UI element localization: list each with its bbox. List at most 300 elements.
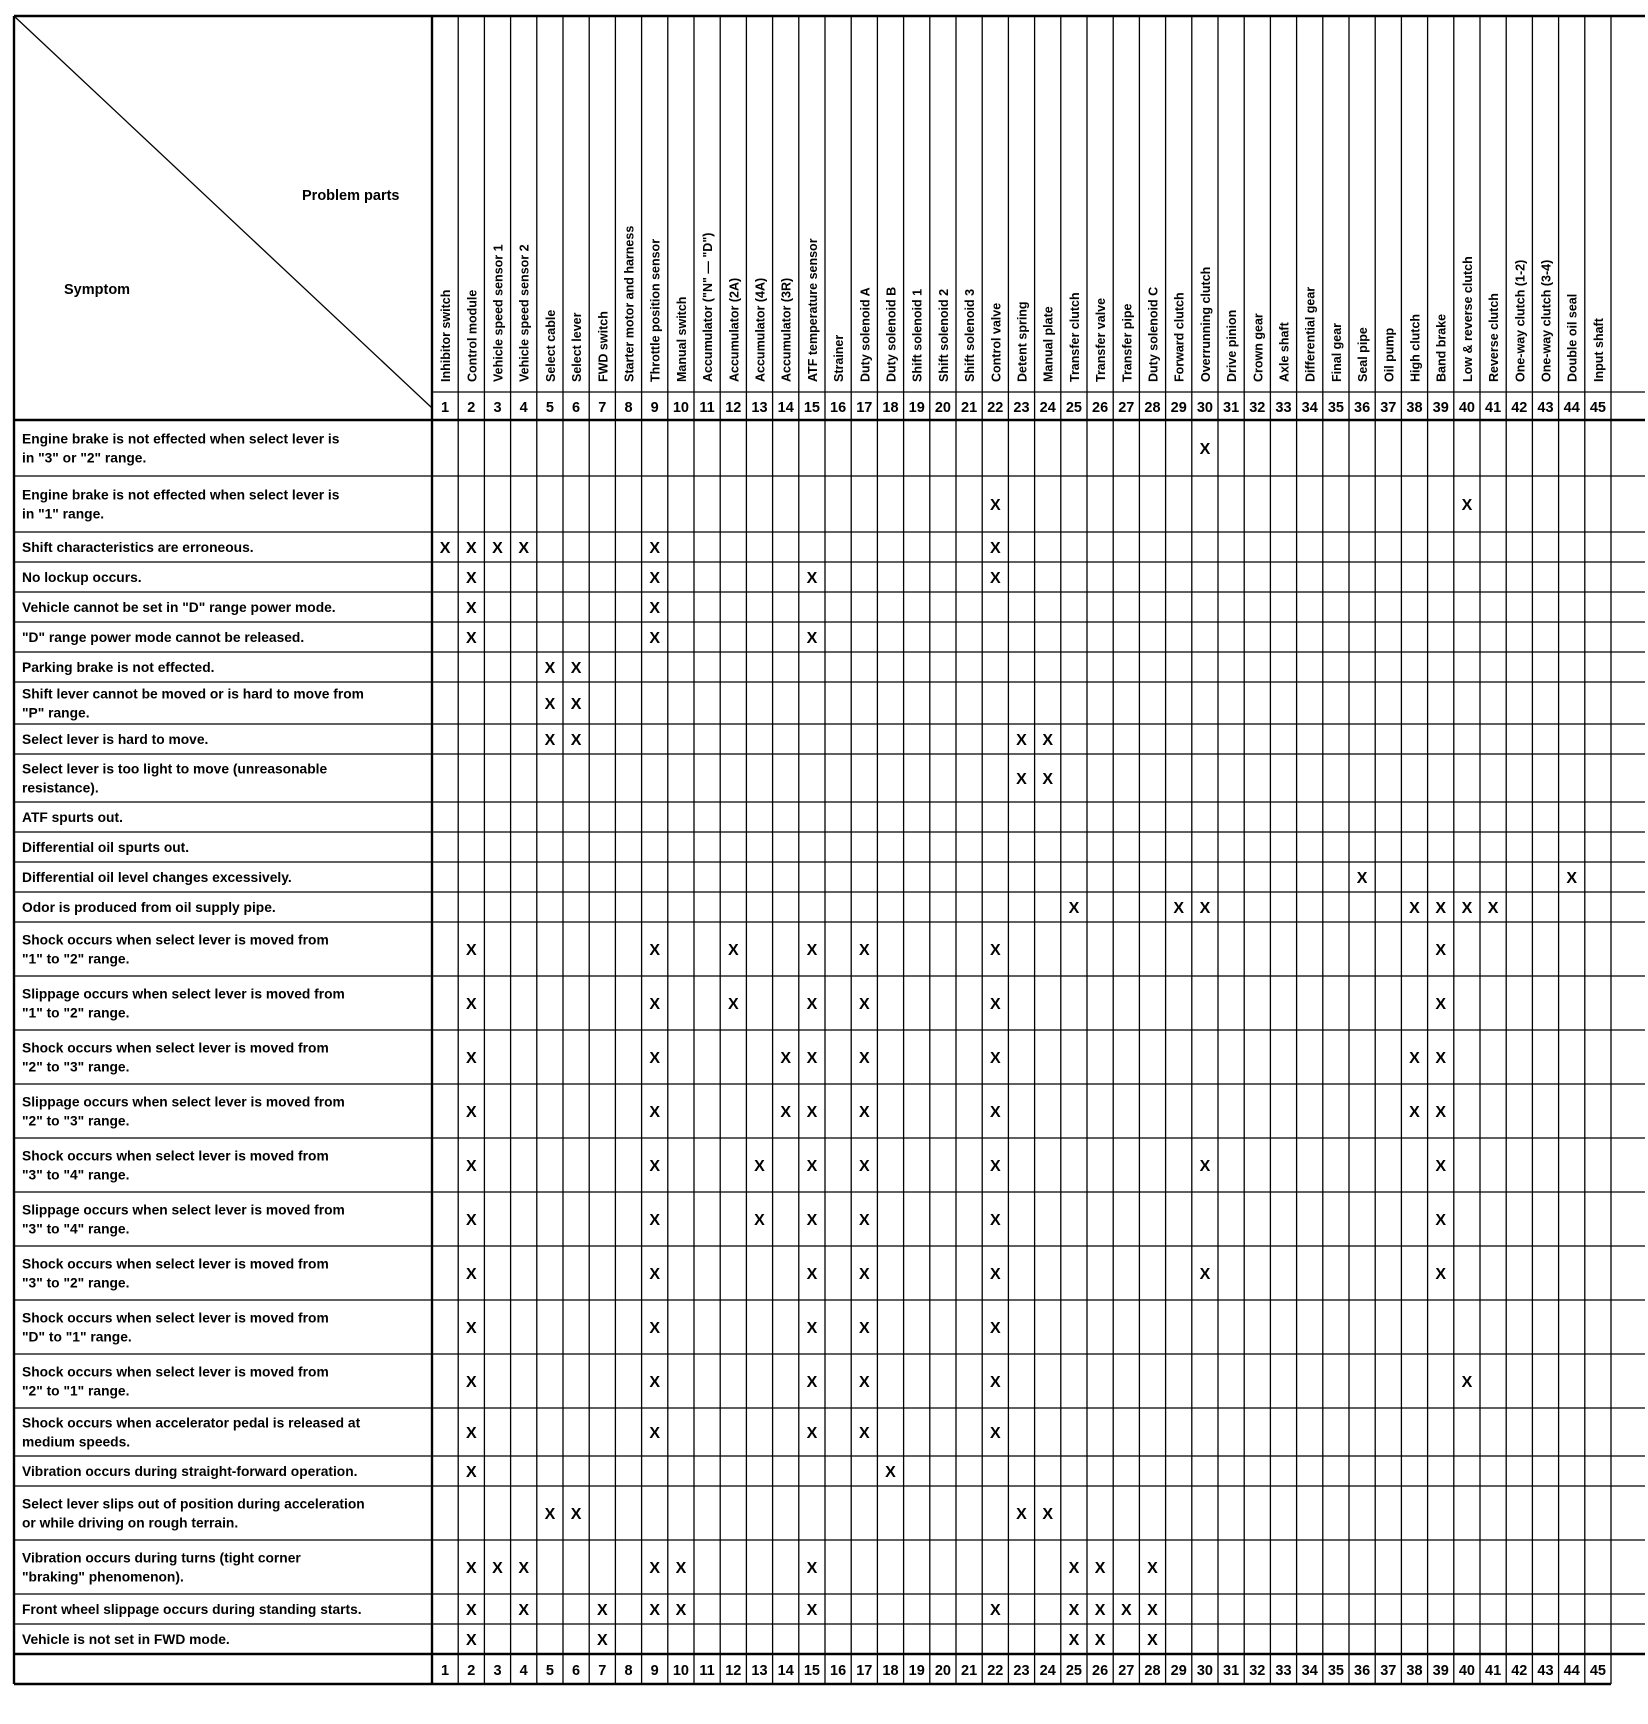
x-mark: X [858,1374,870,1391]
symptom-text: in "1" range. [22,506,105,522]
part-number: 39 [1432,1663,1449,1679]
part-number: 2 [467,400,476,416]
part-number: 11 [699,400,715,416]
x-mark: X [649,1425,661,1442]
part-number: 4 [519,1663,528,1679]
x-mark: X [1409,1104,1420,1121]
part-number: 29 [1170,1663,1187,1679]
x-mark: X [1435,1266,1447,1283]
x-mark: X [649,1374,661,1391]
part-label: Inhibitor switch [439,289,454,382]
symptom-text: Odor is produced from oil supply pipe. [22,900,276,915]
x-mark: X [1016,732,1027,749]
part-number: 30 [1196,1663,1213,1679]
part-label: ATF temperature sensor [805,238,820,382]
x-mark: X [1435,1104,1447,1121]
part-label: Manual switch [674,296,689,382]
part-number: 16 [830,400,847,416]
part-number: 21 [961,1663,978,1679]
part-number: 41 [1485,400,1502,416]
part-label: Accumulator ("N" — "D") [701,232,716,382]
x-mark: X [570,696,582,713]
x-mark: X [858,1212,870,1229]
part-number: 13 [751,1663,768,1679]
x-mark: X [596,1632,608,1649]
symptom-text: "2" to "3" range. [22,1059,130,1075]
x-mark: X [649,1050,661,1067]
part-label: High clutch [1408,313,1423,382]
symptom-text: Slippage occurs when select lever is moved from [22,1202,345,1218]
part-number: 13 [751,400,768,416]
symptom-text: ATF spurts out. [22,810,123,825]
x-mark: X [989,996,1001,1013]
part-number: 4 [519,400,528,416]
x-mark: X [465,1212,477,1229]
x-mark: X [1487,900,1499,917]
part-label: Shift solenoid 1 [910,288,925,382]
part-number: 16 [830,1663,847,1679]
part-label: Overrunning clutch [1198,266,1213,382]
x-mark: X [806,1374,818,1391]
x-mark: X [649,1212,661,1229]
symptom-column [22,432,365,1648]
part-number: 38 [1406,1663,1423,1679]
x-mark: X [727,996,739,1013]
part-number: 31 [1223,400,1240,416]
x-mark: X [465,1632,477,1649]
part-number: 32 [1249,1663,1266,1679]
part-label: Vehicle speed sensor 2 [517,244,532,382]
part-number: 18 [882,400,899,416]
symptom-text: Vibration occurs during turns (tight corner [22,1550,301,1566]
part-number: 43 [1537,400,1554,416]
part-label: Input shaft [1591,318,1606,382]
x-mark: X [649,1560,661,1577]
x-mark: X [465,630,477,647]
x-mark: X [806,1560,818,1577]
symptom-text: "D" range power mode cannot be released. [22,630,305,645]
x-mark: X [1016,771,1027,788]
part-number: 26 [1092,400,1109,416]
x-mark: X [989,1602,1001,1619]
x-mark: X [649,570,661,587]
symptom-text: No lockup occurs. [22,570,142,585]
part-number: 35 [1327,1663,1344,1679]
symptom-text: Vehicle cannot be set in "D" range power mode. [22,600,336,615]
x-mark: X [1147,1602,1158,1619]
part-number: 17 [856,400,873,416]
part-label: Differential gear [1303,286,1318,382]
x-mark: X [858,1266,870,1283]
part-number: 20 [934,1663,951,1679]
problem-parts-label: Problem parts [302,188,400,204]
x-mark: X [675,1560,687,1577]
part-number: 2 [467,1663,476,1679]
x-mark: X [780,1050,792,1067]
x-mark: X [544,696,556,713]
part-label: Oil pump [1382,327,1397,382]
part-label: Final gear [1329,322,1344,382]
part-number: 14 [777,1663,794,1679]
part-number: 12 [725,1663,742,1679]
x-mark: X [1199,1266,1211,1283]
x-mark: X [1068,1560,1080,1577]
x-mark: X [1147,1632,1158,1649]
x-mark: X [1435,942,1447,959]
part-label: Forward clutch [1172,292,1187,382]
part-label: Transfer pipe [1120,303,1135,382]
x-mark: X [858,1050,870,1067]
part-number: 7 [598,400,607,416]
symptom-text: "1" to "2" range. [22,1005,130,1021]
part-number: 28 [1144,1663,1161,1679]
part-label: Drive pinion [1225,309,1240,382]
x-mark: X [1068,1602,1080,1619]
part-number: 8 [624,1663,633,1679]
x-mark: X [806,1104,818,1121]
part-label: Crown gear [1251,313,1266,382]
symptom-text: Shift lever cannot be moved or is hard to move from [22,686,364,702]
part-label: One-way clutch (1-2) [1513,259,1528,382]
x-mark: X [806,1158,818,1175]
x-mark: X [989,1158,1001,1175]
part-number: 11 [699,1663,715,1679]
symptom-text: medium speeds. [22,1434,131,1450]
x-mark: X [465,996,477,1013]
part-number: 10 [672,400,689,416]
symptom-text: Differential oil level changes excessively. [22,870,292,885]
x-mark: X [649,600,661,617]
part-number: 6 [572,400,581,416]
part-number: 18 [882,1663,899,1679]
x-mark: X [649,942,661,959]
part-number: 27 [1118,1663,1135,1679]
x-mark: X [806,1602,818,1619]
part-labels [439,226,1606,382]
part-label: Throttle position sensor [648,238,663,382]
x-mark: X [1435,996,1447,1013]
symptom-text: "3" to "4" range. [22,1221,130,1237]
x-mark: X [465,600,477,617]
part-label: Transfer valve [1094,297,1109,382]
symptom-text: Shock occurs when select lever is moved from [22,1364,329,1380]
x-mark: X [1042,732,1054,749]
symptom-text: "braking" phenomenon). [22,1569,184,1585]
part-number: 42 [1511,1663,1528,1679]
part-label: One-way clutch (3-4) [1539,259,1554,382]
symptom-text: Parking brake is not effected. [22,660,215,675]
part-number: 24 [1039,400,1056,416]
x-mark: X [1094,1560,1106,1577]
part-number: 25 [1065,400,1082,416]
part-number: 37 [1380,1663,1397,1679]
x-mark: X [544,732,556,749]
x-mark: X [465,1602,477,1619]
symptom-text: Shock occurs when select lever is moved from [22,1256,329,1272]
symptom-text: Front wheel slippage occurs during standing starts. [22,1602,362,1617]
part-number: 7 [598,1663,607,1679]
part-number: 5 [545,1663,554,1679]
part-label: Duty solenoid B [884,286,899,382]
x-mark: X [649,540,661,557]
symptom-label: Symptom [64,282,131,298]
x-mark: X [989,540,1001,557]
x-mark: X [439,540,451,557]
x-mark: X [675,1602,687,1619]
x-mark: X [465,1158,477,1175]
symptom-text: Shock occurs when select lever is moved from [22,1040,329,1056]
x-mark: X [649,1104,661,1121]
part-label: Accumulator (2A) [727,277,742,382]
x-mark: X [570,1506,582,1523]
part-number: 10 [672,1663,689,1679]
x-mark: X [989,570,1001,587]
x-mark: X [465,1104,477,1121]
x-mark: X [465,942,477,959]
symptom-text: Select lever slips out of position during acceleration [22,1496,365,1512]
x-mark: X [989,1374,1001,1391]
table-grid [14,16,1645,1684]
x-mark: X [1409,1050,1420,1067]
part-number: 22 [987,1663,1004,1679]
x-mark: X [1461,900,1473,917]
part-number: 45 [1589,1663,1606,1679]
x-mark: X [989,1266,1001,1283]
x-mark: X [858,1425,870,1442]
part-number: 41 [1485,1663,1502,1679]
part-number: 34 [1301,1663,1318,1679]
part-number: 40 [1458,400,1475,416]
x-mark: X [649,1158,661,1175]
x-mark: X [989,1320,1001,1337]
symptom-text: "1" to "2" range. [22,951,130,967]
part-number: 38 [1406,400,1423,416]
x-mark: X [465,1425,477,1442]
part-number: 20 [934,400,951,416]
part-number: 30 [1196,400,1213,416]
x-mark: X [465,1560,477,1577]
part-number: 36 [1354,1663,1371,1679]
part-number: 21 [961,400,978,416]
part-label: Control valve [989,302,1004,382]
x-mark: X [1435,1158,1447,1175]
x-mark: X [1356,870,1368,887]
x-mark: X [465,540,477,557]
part-number: 5 [545,400,554,416]
part-label: Duty solenoid A [858,287,873,382]
x-mark: X [806,1266,818,1283]
symptom-text: resistance). [22,780,99,796]
part-number: 14 [777,400,794,416]
x-mark: X [544,1506,556,1523]
x-mark: X [1461,497,1473,514]
symptom-text: Shock occurs when select lever is moved from [22,932,329,948]
part-number: 42 [1511,400,1528,416]
x-mark: X [649,630,661,647]
part-number: 3 [493,400,502,416]
x-mark: X [806,1320,818,1337]
symptom-text: "2" to "1" range. [22,1383,130,1399]
x-mark: X [754,1158,765,1175]
part-number: 35 [1327,400,1344,416]
x-mark: X [780,1104,792,1121]
x-mark: X [727,942,739,959]
x-mark: X [1147,1560,1158,1577]
part-label: Transfer clutch [1067,292,1082,382]
part-number: 32 [1249,400,1266,416]
symptom-text: "D" to "1" range. [22,1329,132,1345]
x-mark: X [806,1050,818,1067]
x-mark: X [649,1266,661,1283]
symptom-text: Shift characteristics are erroneous. [22,540,254,555]
part-label: Seal pipe [1356,327,1371,382]
x-mark: X [1016,1506,1027,1523]
x-mark: X [649,1602,661,1619]
part-number: 17 [856,1663,873,1679]
symptom-text: Shock occurs when select lever is moved from [22,1148,329,1164]
part-number: 15 [803,1663,820,1679]
x-mark: X [518,1560,530,1577]
x-mark: X [989,497,1001,514]
part-label: Starter motor and harness [622,225,637,382]
x-mark: X [1094,1602,1106,1619]
symptom-text: "3" to "4" range. [22,1167,130,1183]
x-mark: X [465,570,477,587]
x-mark: X [754,1212,765,1229]
part-number: 9 [650,1663,659,1679]
x-mark: X [858,942,870,959]
part-number: 28 [1144,400,1161,416]
part-number: 8 [624,400,633,416]
part-number: 44 [1563,1663,1580,1679]
x-mark: X [806,996,818,1013]
part-label: Control module [465,289,480,382]
part-number: 15 [803,400,820,416]
x-mark: X [465,1320,477,1337]
x-mark: X [465,1374,477,1391]
part-number: 34 [1301,400,1318,416]
part-label: Accumulator (4A) [753,277,768,382]
x-mark: X [465,1050,477,1067]
part-label: Vehicle speed sensor 1 [491,244,506,382]
part-label: Reverse clutch [1487,293,1502,382]
part-label: Low & reverse clutch [1460,256,1475,382]
part-number: 23 [1013,400,1030,416]
part-number: 36 [1354,400,1371,416]
x-mark: X [544,660,556,677]
part-label: Accumulator (3R) [779,277,794,382]
part-label: Select cable [543,309,558,382]
x-mark: X [1094,1632,1106,1649]
part-label: Double oil seal [1565,293,1580,382]
symptom-text: or while driving on rough terrain. [22,1515,239,1531]
part-number: 44 [1563,400,1580,416]
part-number: 27 [1118,400,1135,416]
symptom-text: Select lever is too light to move (unreasonable [22,761,328,777]
symptom-text: "P" range. [22,705,90,721]
x-mark: X [1068,900,1080,917]
symptom-text: Slippage occurs when select lever is moved from [22,986,345,1002]
symptom-text: Vehicle is not set in FWD mode. [22,1632,230,1647]
x-mark: X [1435,1050,1447,1067]
part-number: 24 [1039,1663,1056,1679]
part-number: 1 [441,400,450,416]
x-mark: X [806,630,818,647]
part-label: Shift solenoid 3 [963,288,978,382]
x-mark: X [518,540,530,557]
x-mark: X [465,1266,477,1283]
x-mark: X [1566,870,1578,887]
x-mark: X [1173,900,1185,917]
x-mark: X [858,1320,870,1337]
x-mark: X [1435,1212,1447,1229]
x-mark: X [1199,1158,1211,1175]
x-mark: X [989,1425,1001,1442]
part-number: 19 [908,400,925,416]
x-mark: X [1409,900,1420,917]
part-number: 39 [1432,400,1449,416]
x-mark: X [570,732,582,749]
x-mark: X [806,1425,818,1442]
x-mark: X [1120,1602,1132,1619]
x-mark: X [806,1212,818,1229]
part-label: Band brake [1434,313,1449,382]
symptom-text: "2" to "3" range. [22,1113,130,1129]
part-label: Strainer [832,334,847,382]
part-number: 29 [1170,400,1187,416]
x-mark: X [806,570,818,587]
part-number: 22 [987,400,1004,416]
x-mark: X [989,1104,1001,1121]
part-number: 19 [908,1663,925,1679]
part-number: 33 [1275,1663,1292,1679]
x-mark: X [989,942,1001,959]
symptom-text: Slippage occurs when select lever is moved from [22,1094,345,1110]
symptom-text: Differential oil spurts out. [22,840,190,855]
symptom-text: Vibration occurs during straight-forward operation. [22,1464,358,1479]
x-mark: X [1068,1632,1080,1649]
x-mark: X [858,996,870,1013]
x-mark: X [858,1158,870,1175]
x-mark: X [649,1320,661,1337]
x-mark: X [989,1212,1001,1229]
x-mark: X [1199,441,1211,458]
part-number: 26 [1092,1663,1109,1679]
part-label: Axle shaft [1277,322,1292,382]
part-number: 40 [1458,1663,1475,1679]
part-label: Shift solenoid 2 [936,288,951,382]
symptom-text: Engine brake is not effected when select lever is [22,487,340,503]
x-mark: X [858,1104,870,1121]
part-number: 43 [1537,1663,1554,1679]
symptom-text: Engine brake is not effected when select lever is [22,431,340,447]
x-mark: X [1042,771,1054,788]
symptom-text: "3" to "2" range. [22,1275,130,1291]
part-label: FWD switch [596,311,611,382]
symptom-text: Select lever is hard to move. [22,732,209,747]
part-label: Manual plate [1041,306,1056,382]
part-number: 12 [725,400,742,416]
x-mark: X [1461,1374,1473,1391]
x-mark: X [492,1560,503,1577]
x-mark: X [596,1602,608,1619]
part-number: 3 [493,1663,502,1679]
part-number: 9 [650,400,659,416]
x-mark: X [1435,900,1447,917]
part-number: 6 [572,1663,581,1679]
part-number: 23 [1013,1663,1030,1679]
x-mark: X [518,1602,530,1619]
